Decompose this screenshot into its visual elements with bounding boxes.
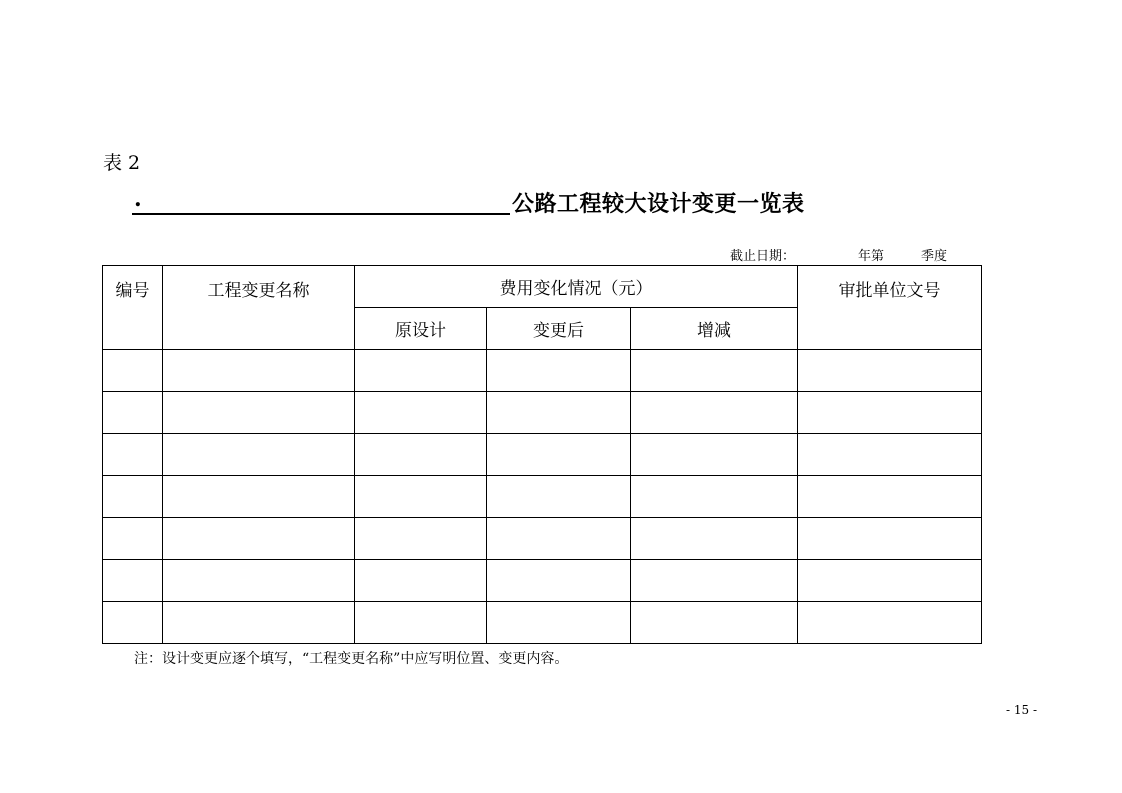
header-project-change-name: 工程变更名称	[163, 266, 355, 350]
table-cell	[487, 476, 631, 518]
table-cell	[163, 476, 355, 518]
header-after-change: 变更后	[487, 308, 631, 350]
table-cell	[798, 476, 982, 518]
table-row	[103, 434, 982, 476]
table-cell	[163, 392, 355, 434]
table-cell	[487, 434, 631, 476]
table-cell	[355, 602, 487, 644]
table-row	[103, 560, 982, 602]
table-row	[103, 392, 982, 434]
table-body	[103, 350, 982, 644]
table-cell	[103, 434, 163, 476]
table-cell	[103, 602, 163, 644]
table-cell	[103, 392, 163, 434]
table-cell	[631, 560, 798, 602]
table-cell	[631, 350, 798, 392]
table-cell	[355, 518, 487, 560]
header-cost-change: 费用变化情况（元）	[355, 266, 798, 308]
table-cell	[103, 560, 163, 602]
header-number: 编号	[103, 266, 163, 350]
title-prefix: .	[134, 186, 142, 212]
footnote: 注：设计变更应逐个填写，“工程变更名称”中应写明位置、变更内容。	[134, 651, 569, 667]
table-cell	[487, 602, 631, 644]
table-cell	[355, 476, 487, 518]
table-cell	[163, 560, 355, 602]
table-cell	[487, 350, 631, 392]
table-cell	[631, 392, 798, 434]
table-cell	[798, 518, 982, 560]
table-cell	[163, 602, 355, 644]
header-increase-decrease: 增减	[631, 308, 798, 350]
table-cell	[631, 434, 798, 476]
table-cell	[355, 560, 487, 602]
design-change-table	[102, 265, 982, 644]
table-cell	[103, 476, 163, 518]
table-label: 表 2	[103, 152, 141, 174]
deadline-label: 截止日期：	[730, 249, 796, 264]
title-blank-underline	[132, 213, 510, 215]
table-cell	[798, 392, 982, 434]
deadline-season-label: 季度	[921, 249, 948, 264]
table-cell	[355, 392, 487, 434]
table-cell	[487, 392, 631, 434]
table-cell	[355, 434, 487, 476]
table-cell	[631, 476, 798, 518]
table-cell	[798, 350, 982, 392]
table-cell	[355, 350, 487, 392]
header-original-design: 原设计	[355, 308, 487, 350]
table-cell	[163, 518, 355, 560]
header-approval-doc: 审批单位文号	[798, 266, 982, 350]
table-cell	[798, 560, 982, 602]
table-cell	[798, 602, 982, 644]
deadline-year-label: 年第	[858, 249, 885, 264]
table-cell	[163, 350, 355, 392]
table-cell	[631, 602, 798, 644]
title-text: 公路工程较大设计变更一览表	[512, 191, 805, 217]
table-row	[103, 350, 982, 392]
page-number: - 15 -	[1006, 703, 1038, 717]
table-cell	[487, 518, 631, 560]
table-cell	[103, 518, 163, 560]
table-cell	[631, 518, 798, 560]
table-cell	[487, 560, 631, 602]
table-cell	[103, 350, 163, 392]
table-row	[103, 518, 982, 560]
table-row	[103, 602, 982, 644]
table-cell	[163, 434, 355, 476]
table-cell	[798, 434, 982, 476]
table-row	[103, 476, 982, 518]
